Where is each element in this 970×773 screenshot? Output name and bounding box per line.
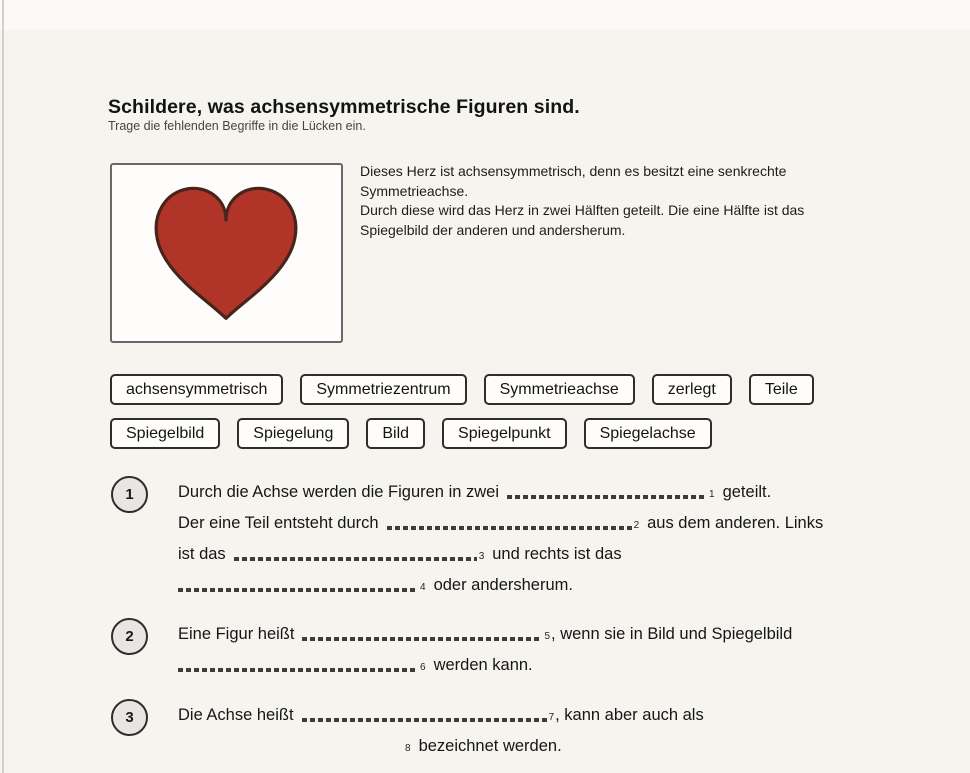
question-text: aus dem anderen. Links [647, 514, 824, 532]
question-line [178, 650, 908, 681]
blank-index: 7 [548, 712, 555, 723]
question-text: , kann aber auch als [555, 706, 704, 724]
blank-index: 3 [478, 551, 485, 562]
intro-line: Symmetrieachse. [360, 182, 469, 199]
word-chip[interactable]: zerlegt [652, 374, 732, 405]
question-number-badge: 1 [111, 476, 148, 513]
question-number-badge: 2 [111, 618, 148, 655]
question-text: bezeichnet werden. [418, 737, 562, 755]
question-text: , wenn sie in Bild und Spiegelbild [551, 625, 793, 643]
intro-line: Durch diese wird das Herz in zwei Hälften geteilt. Die eine Hälfte ist das [360, 202, 805, 218]
answer-blank-2[interactable] [387, 526, 632, 530]
question-text: Durch die Achse werden die Figuren in zwei [178, 483, 500, 501]
question-text: geteilt. [722, 483, 772, 501]
question-text: Eine Figur heißt [178, 625, 295, 643]
question-text: und rechts ist das [492, 545, 622, 563]
question-text: Die Achse heißt [178, 706, 294, 724]
answer-blank-1[interactable] [507, 495, 707, 499]
question-text: oder andersherum. [433, 576, 573, 594]
question-text: Der eine Teil entsteht durch [178, 514, 379, 532]
word-chip[interactable]: Spiegelbild [110, 418, 220, 449]
answer-blank-6[interactable] [178, 668, 418, 672]
question-number-badge: 3 [111, 699, 148, 736]
question-text: werden kann. [433, 656, 533, 674]
question-line [178, 731, 908, 762]
answer-blank-3[interactable] [234, 557, 477, 561]
question-line [178, 700, 908, 731]
question-line [178, 570, 908, 601]
heart-illustration [146, 176, 306, 328]
word-chip[interactable]: Spiegelung [237, 418, 349, 449]
question-line [178, 508, 908, 539]
answer-blank-5[interactable] [302, 637, 542, 641]
word-bank-row-2 [110, 418, 712, 449]
answer-blank-4[interactable] [178, 588, 418, 592]
answer-blank-8[interactable] [178, 749, 403, 753]
question-line [178, 477, 908, 508]
word-chip[interactable]: Symmetrieachse [484, 374, 635, 405]
word-chip[interactable]: Spiegelpunkt [442, 418, 567, 449]
task-instruction: Trage die fehlenden Begriffe in die Lücken ein. [108, 119, 366, 133]
word-chip[interactable]: Teile [749, 374, 814, 405]
page-top-band [0, 0, 970, 30]
intro-paragraph [360, 162, 804, 240]
word-chip[interactable]: achsensymmetrisch [110, 374, 283, 405]
page-left-edge-line [2, 0, 4, 773]
question-line [178, 619, 908, 650]
blank-index: 2 [633, 520, 640, 531]
word-chip[interactable]: Symmetriezentrum [300, 374, 466, 405]
blank-index: 4 [420, 582, 426, 593]
question-lines [178, 619, 908, 681]
question-text: ist das [178, 545, 226, 563]
heart-shape [156, 188, 296, 318]
page-title: Schildere, was achsensymmetrische Figuren sind. [108, 96, 580, 119]
answer-blank-7[interactable] [302, 718, 547, 722]
word-chip[interactable]: Bild [366, 418, 425, 449]
question-lines [178, 700, 908, 762]
intro-line: Dieses Herz ist achsensymmetrisch, denn es besitzt eine senkrechte [360, 163, 787, 179]
blank-index: 6 [420, 662, 426, 673]
word-bank-row-1 [110, 374, 814, 405]
question-line [178, 539, 908, 570]
blank-index: 8 [405, 743, 411, 754]
heart-image-frame [110, 163, 343, 343]
word-chip[interactable]: Spiegelachse [584, 418, 712, 449]
blank-index: 1 [709, 489, 715, 500]
intro-line: Spiegelbild der anderen und andersherum. [360, 221, 626, 238]
blank-index: 5 [544, 631, 551, 642]
question-lines [178, 477, 908, 601]
